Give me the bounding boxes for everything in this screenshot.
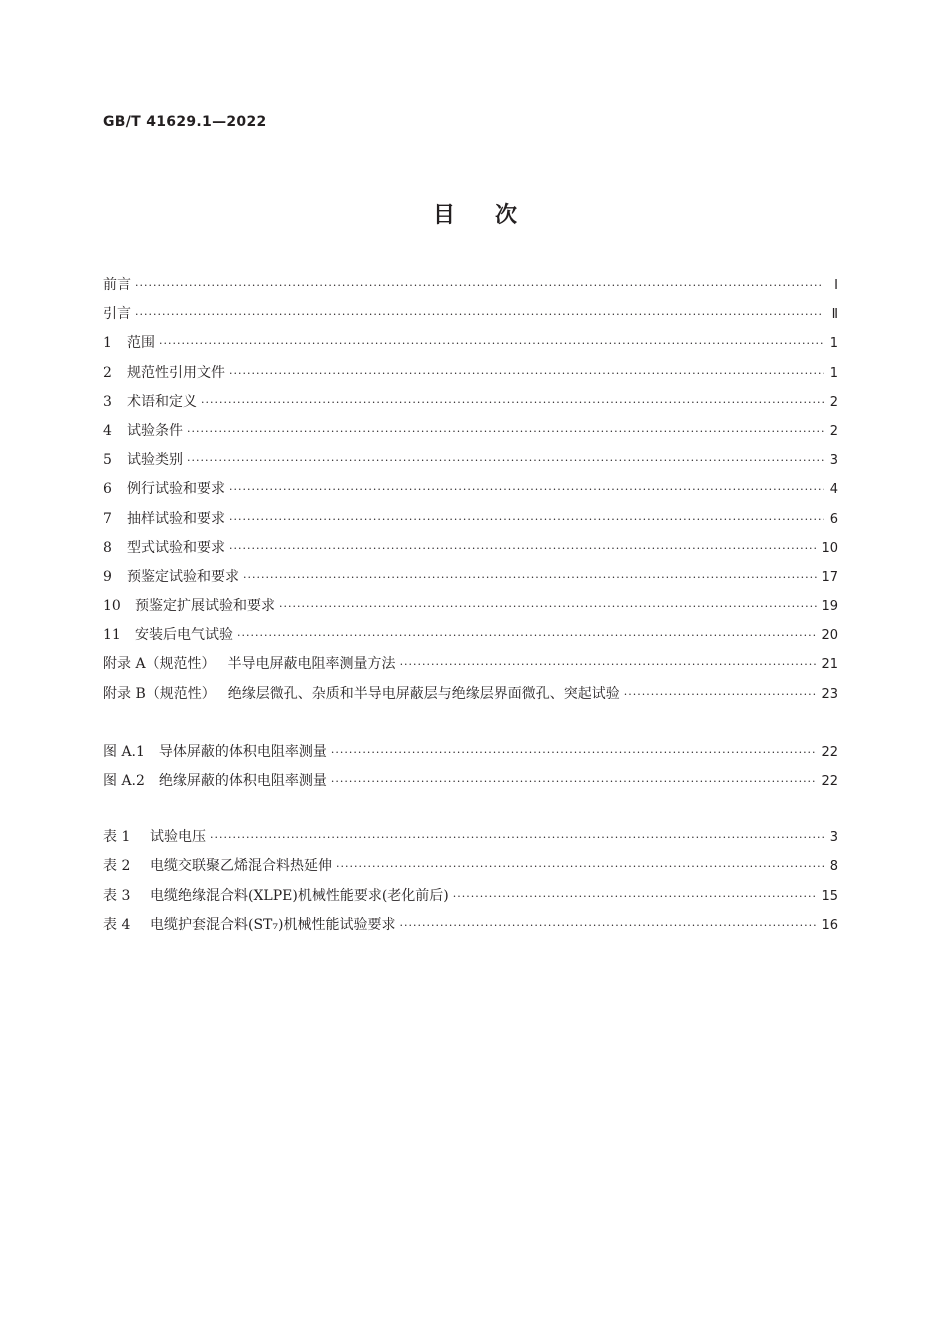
toc-entry-number: 5 bbox=[103, 452, 112, 469]
toc-entry-number: 1 bbox=[103, 335, 112, 352]
toc-entry-page: 20 bbox=[821, 628, 838, 644]
dot-leader bbox=[135, 305, 824, 325]
toc-entry-page: 1 bbox=[829, 365, 838, 381]
toc-entry-2[interactable] bbox=[103, 363, 838, 392]
toc-table-4[interactable] bbox=[103, 915, 838, 944]
toc-entry-page: 22 bbox=[821, 744, 838, 760]
toc-entry-label: 规范性引用文件 bbox=[127, 364, 225, 381]
dot-leader bbox=[336, 857, 824, 877]
toc-entry-5[interactable] bbox=[103, 450, 838, 479]
toc-entry-annex-a[interactable] bbox=[103, 654, 838, 683]
toc-entry-page: 3 bbox=[829, 453, 838, 469]
toc-entry-label: 半导电屏蔽电阻率测量方法 bbox=[227, 656, 396, 673]
page-title: 目次 bbox=[432, 203, 557, 228]
toc-entry-number: 3 bbox=[103, 393, 112, 410]
toc-entry-number: 附录 A（规范性） bbox=[103, 656, 216, 673]
toc-entry-page: 21 bbox=[821, 657, 838, 673]
dot-leader bbox=[453, 887, 818, 907]
dot-leader bbox=[331, 743, 818, 763]
toc-entry-label: 术语和定义 bbox=[127, 393, 197, 410]
toc-entry-page: 19 bbox=[821, 599, 838, 615]
toc-entry-label: 引言 bbox=[103, 306, 131, 323]
toc-entry-number: 表 2 bbox=[103, 858, 131, 875]
toc-entry-page: Ⅱ bbox=[831, 307, 838, 323]
toc-entry-page: 4 bbox=[829, 482, 838, 498]
toc-entry-page: 2 bbox=[829, 394, 838, 410]
table-of-contents bbox=[103, 275, 838, 944]
toc-entry-label: 前言 bbox=[103, 277, 131, 293]
dot-leader bbox=[331, 772, 818, 792]
toc-entry-4[interactable] bbox=[103, 421, 838, 450]
toc-entry-number: 10 bbox=[103, 598, 121, 615]
toc-entry-introduction[interactable] bbox=[103, 304, 838, 333]
toc-entry-number: 7 bbox=[103, 510, 112, 527]
toc-figure-a2[interactable] bbox=[103, 771, 838, 800]
toc-entry-foreword[interactable] bbox=[103, 275, 838, 304]
toc-table-1[interactable] bbox=[103, 827, 838, 856]
dot-leader bbox=[229, 510, 824, 530]
dot-leader bbox=[159, 334, 824, 354]
toc-entry-label: 范围 bbox=[127, 335, 155, 352]
toc-entry-page: 16 bbox=[821, 917, 838, 933]
dot-leader bbox=[243, 568, 817, 588]
toc-entry-annex-b[interactable] bbox=[103, 684, 838, 713]
toc-entry-page: 17 bbox=[821, 569, 838, 585]
toc-entry-number: 8 bbox=[103, 539, 112, 556]
toc-entry-label: 试验类别 bbox=[127, 452, 183, 469]
toc-entry-number: 图 A.2 bbox=[103, 773, 145, 789]
dot-leader bbox=[229, 364, 824, 384]
toc-entry-1[interactable] bbox=[103, 333, 838, 362]
toc-entry-label: 绝缘屏蔽的体积电阻率测量 bbox=[158, 773, 327, 789]
toc-figure-a1[interactable] bbox=[103, 742, 838, 771]
toc-entry-label: 试验电压 bbox=[150, 829, 206, 846]
toc-entry-page: 8 bbox=[829, 859, 838, 875]
dot-leader bbox=[187, 422, 824, 442]
toc-entry-page: 15 bbox=[821, 888, 838, 904]
toc-entry-label: 电缆绝缘混合料(XLPE)机械性能要求(老化前后) bbox=[150, 887, 449, 904]
toc-entry-page: 2 bbox=[829, 423, 838, 439]
dot-leader bbox=[229, 480, 824, 500]
dot-leader bbox=[400, 655, 818, 675]
toc-entry-label: 电缆护套混合料(ST₇)机械性能试验要求 bbox=[150, 916, 396, 933]
toc-table-3[interactable] bbox=[103, 886, 838, 915]
toc-entry-number: 11 bbox=[103, 627, 121, 644]
toc-entry-label: 例行试验和要求 bbox=[127, 481, 225, 498]
dot-leader bbox=[135, 276, 824, 296]
toc-entry-page: 6 bbox=[829, 511, 838, 527]
toc-entry-number: 图 A.1 bbox=[103, 743, 145, 760]
toc-entry-number: 9 bbox=[103, 568, 112, 585]
toc-entry-page: 23 bbox=[821, 686, 838, 702]
dot-leader bbox=[237, 626, 817, 646]
toc-entry-9[interactable] bbox=[103, 567, 838, 596]
toc-entry-label: 试验条件 bbox=[127, 422, 183, 439]
toc-entry-number: 表 4 bbox=[103, 916, 131, 933]
toc-entry-3[interactable] bbox=[103, 392, 838, 421]
standard-number: GB/T 41629.1—2022 bbox=[103, 114, 267, 130]
toc-entry-page: 10 bbox=[821, 540, 838, 556]
dot-leader bbox=[201, 393, 824, 413]
toc-entry-label: 型式试验和要求 bbox=[127, 539, 225, 556]
toc-entry-page: Ⅰ bbox=[834, 278, 838, 293]
dot-leader bbox=[229, 539, 817, 559]
toc-entry-label: 电缆交联聚乙烯混合料热延伸 bbox=[150, 858, 332, 875]
dot-leader bbox=[279, 597, 817, 617]
toc-entry-label: 导体屏蔽的体积电阻率测量 bbox=[158, 743, 327, 760]
dot-leader bbox=[210, 828, 824, 848]
toc-entry-number: 附录 B（规范性） bbox=[103, 685, 216, 702]
toc-entry-number: 4 bbox=[103, 422, 112, 439]
toc-entry-label: 绝缘层微孔、杂质和半导电屏蔽层与绝缘层界面微孔、突起试验 bbox=[227, 685, 620, 702]
toc-entry-6[interactable] bbox=[103, 479, 838, 508]
toc-entry-10[interactable] bbox=[103, 596, 838, 625]
toc-entry-number: 表 1 bbox=[103, 829, 131, 846]
dot-leader bbox=[399, 916, 817, 936]
toc-entry-8[interactable] bbox=[103, 538, 838, 567]
toc-entry-number: 表 3 bbox=[103, 887, 131, 904]
toc-entry-number: 2 bbox=[103, 364, 112, 381]
toc-entry-11[interactable] bbox=[103, 625, 838, 654]
toc-entry-label: 抽样试验和要求 bbox=[127, 510, 225, 527]
dot-leader bbox=[187, 451, 824, 471]
toc-entry-label: 安装后电气试验 bbox=[135, 627, 233, 644]
dot-leader bbox=[624, 685, 818, 705]
toc-entry-page: 1 bbox=[829, 336, 838, 352]
toc-entry-label: 预鉴定扩展试验和要求 bbox=[135, 598, 275, 615]
toc-entry-page: 3 bbox=[829, 830, 838, 846]
toc-entry-label: 预鉴定试验和要求 bbox=[127, 568, 239, 585]
toc-entry-number: 6 bbox=[103, 481, 112, 498]
toc-entry-7[interactable] bbox=[103, 509, 838, 538]
toc-entry-page: 22 bbox=[821, 774, 838, 789]
toc-table-2[interactable] bbox=[103, 856, 838, 885]
